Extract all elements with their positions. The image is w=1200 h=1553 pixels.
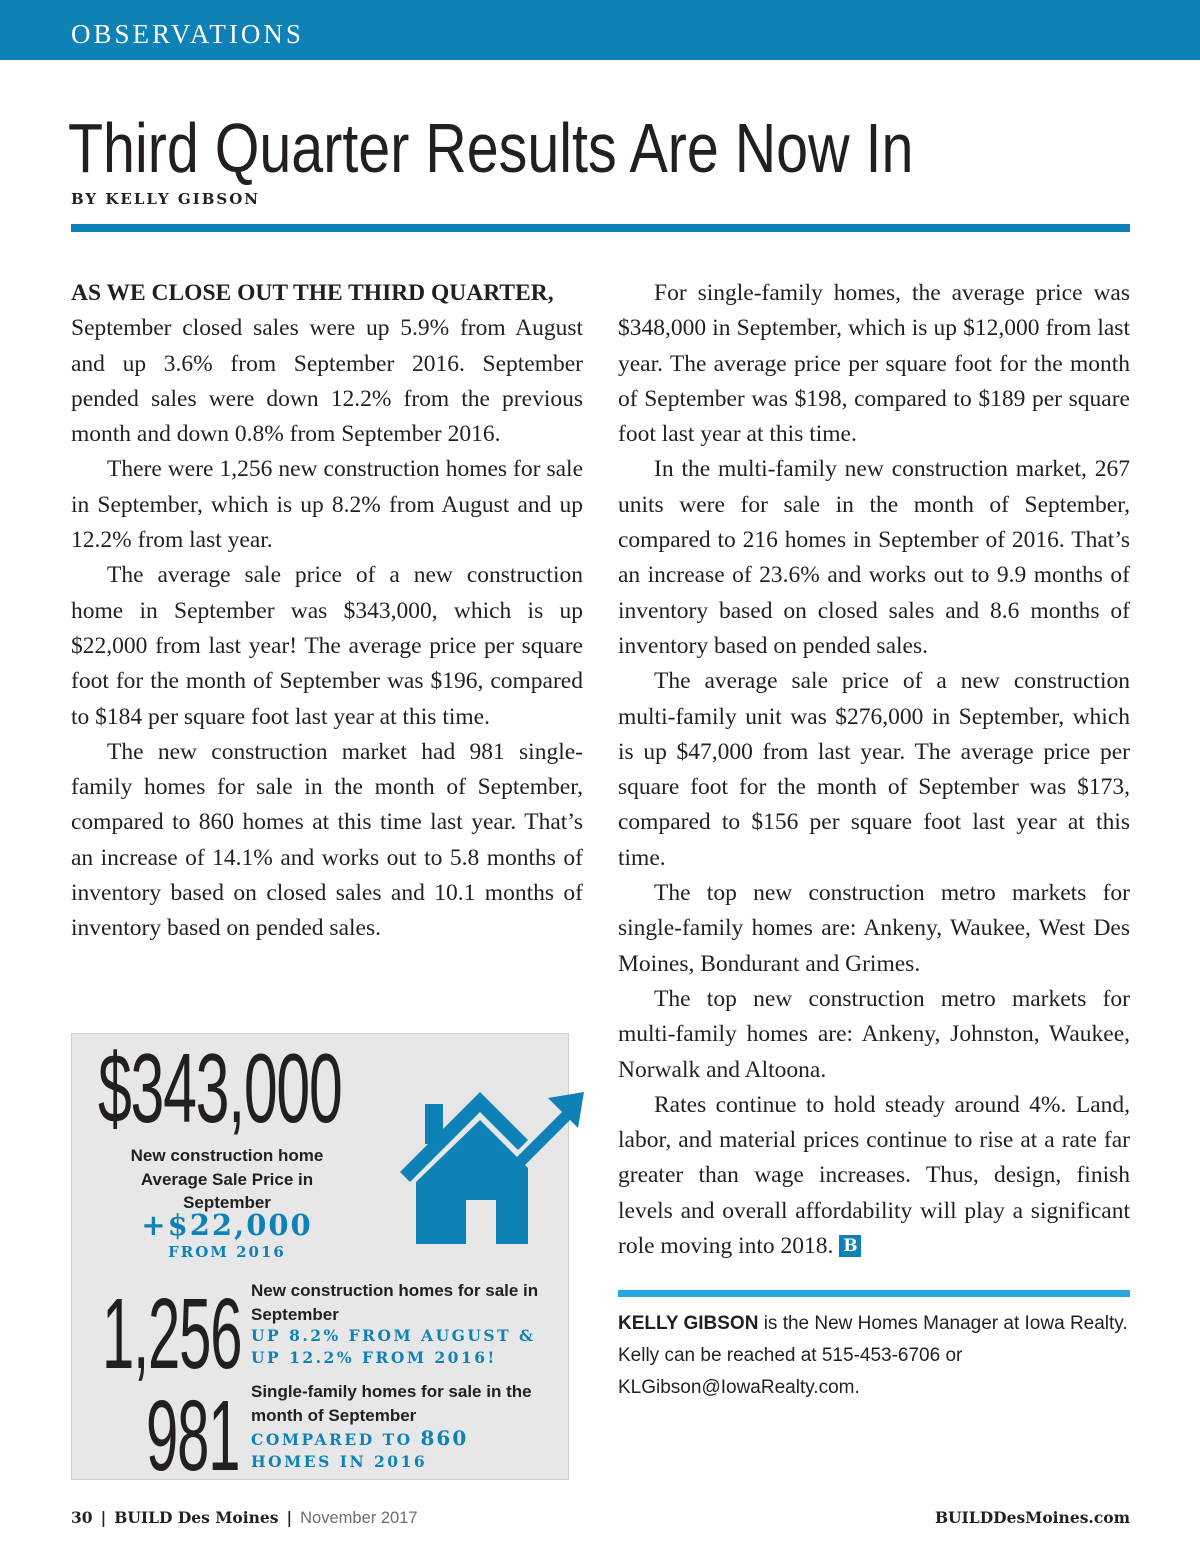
price-change: +$22,000: [141, 1208, 313, 1242]
page-footer: [71, 1508, 418, 1528]
footer-separator: |: [100, 1508, 107, 1527]
issue-date: November 2017: [300, 1509, 418, 1527]
paragraph: The top new construction metro markets for multi-family homes are: Ankeny, Johnston, Waukee, Norwalk and Altoona.: [618, 985, 1130, 1083]
paragraph: The average sale price of a new construction home in September was $343,000, which is up $22,000 from last year! The average price per square foot for the month of September was $196, compared to $184 per square foot last year at this time.: [71, 562, 583, 730]
end-mark-icon: B: [839, 1235, 861, 1257]
house-with-rising-arrow-icon: [400, 1064, 590, 1244]
infographic-box: [71, 1033, 569, 1492]
new-homes-change: [251, 1325, 561, 1368]
new-homes-label: New construction homes for sale in September: [251, 1281, 539, 1324]
new-homes-change-line: UP 8.2% FROM AUGUST &: [251, 1326, 536, 1345]
comparison-line: HOMES IN 2016: [251, 1451, 428, 1471]
website-link: BUILDDesMoines.com: [934, 1508, 1130, 1527]
single-family-comparison: [251, 1428, 561, 1472]
paragraph-text: Rates continue to hold steady around 4%. Land, labor, and material prices continue to rise at a rate far greater than wage increases. Thus, design, finish levels and overall affordability will play a significant role moving into 2018.: [618, 1091, 1130, 1260]
paragraph: In the multi-family new construction market, 267 units were for sale in the month of September, compared to 216 homes in September of 2016. That’s an increase of 23.6% and works out to 9.9 months of inventory based on closed sales and 8.6 months of inventory based on pended sales.: [618, 456, 1130, 659]
header-divider: [71, 224, 1130, 232]
byline: BY KELLY GIBSON: [71, 190, 260, 208]
section-banner: [0, 0, 1200, 60]
lead-in: AS WE CLOSE OUT THE THIRD QUARTER,: [71, 280, 554, 306]
author-bio: [618, 1308, 1138, 1404]
average-price-figure: $343,000: [98, 1033, 342, 1143]
bio-divider: [618, 1290, 1130, 1297]
paragraph-text: September closed sales were up 5.9% from August and up 3.6% from September 2016. September pended sales were down 12.2% from the previous month and down 0.8% from September 2016.: [71, 315, 583, 448]
comparison-number: 860: [420, 1426, 469, 1450]
new-homes-count: 1,256: [102, 1278, 242, 1390]
price-change-note: FROM 2016: [168, 1243, 286, 1261]
single-family-count: 981: [146, 1380, 240, 1492]
article-column-left: [71, 276, 583, 947]
new-homes-change-line: UP 12.2% FROM 2016!: [251, 1347, 497, 1367]
comparison-text: COMPARED TO: [251, 1430, 421, 1449]
average-price-label: New construction home Average Sale Price in September: [130, 1146, 324, 1212]
paragraph: There were 1,256 new construction homes for sale in September, which is up 8.2% from August and up 12.2% from last year.: [71, 456, 583, 554]
single-family-label: Single-family homes for sale in the month of September: [251, 1382, 532, 1425]
paragraph: The average sale price of a new construction multi-family unit was $276,000 in September, which is up $47,000 from last year. The average price per square foot for the month of September was $173, compared to $156 per square foot last year at this time.: [618, 668, 1130, 871]
paragraph: The new construction market had 981 single-family homes for sale in the month of September, compared to 860 homes at this time last year. That’s an increase of 14.1% and works out to 5.8 months of inventory based on closed sales and 10.1 months of inventory based on pended sales.: [71, 738, 583, 942]
paragraph: [71, 276, 583, 452]
article-headline: Third Quarter Results Are Now In: [68, 109, 914, 187]
paragraph: For single-family homes, the average price was $348,000 in September, which is up $12,000 from last year. The average price per square foot for the month of September was $198, compared to $189 per square foot last year at this time.: [618, 280, 1130, 448]
author-name: KELLY GIBSON: [618, 1313, 759, 1334]
page-number: 30: [71, 1508, 93, 1527]
author-bio-text: is the New Homes Manager at Iowa Realty. Kelly can be reached at 515-453-6706 or KLGibson@IowaRealty.com.: [618, 1313, 1128, 1398]
section-label: OBSERVATIONS: [71, 19, 304, 49]
magazine-name: BUILD Des Moines: [114, 1508, 279, 1527]
paragraph: [618, 1088, 1130, 1264]
footer-separator: |: [286, 1508, 293, 1527]
article-column-right: [618, 276, 1130, 1264]
paragraph: The top new construction metro markets for single-family homes are: Ankeny, Waukee, West Des Moines, Bondurant and Grimes.: [618, 880, 1130, 977]
comparison-line: [251, 1428, 561, 1451]
